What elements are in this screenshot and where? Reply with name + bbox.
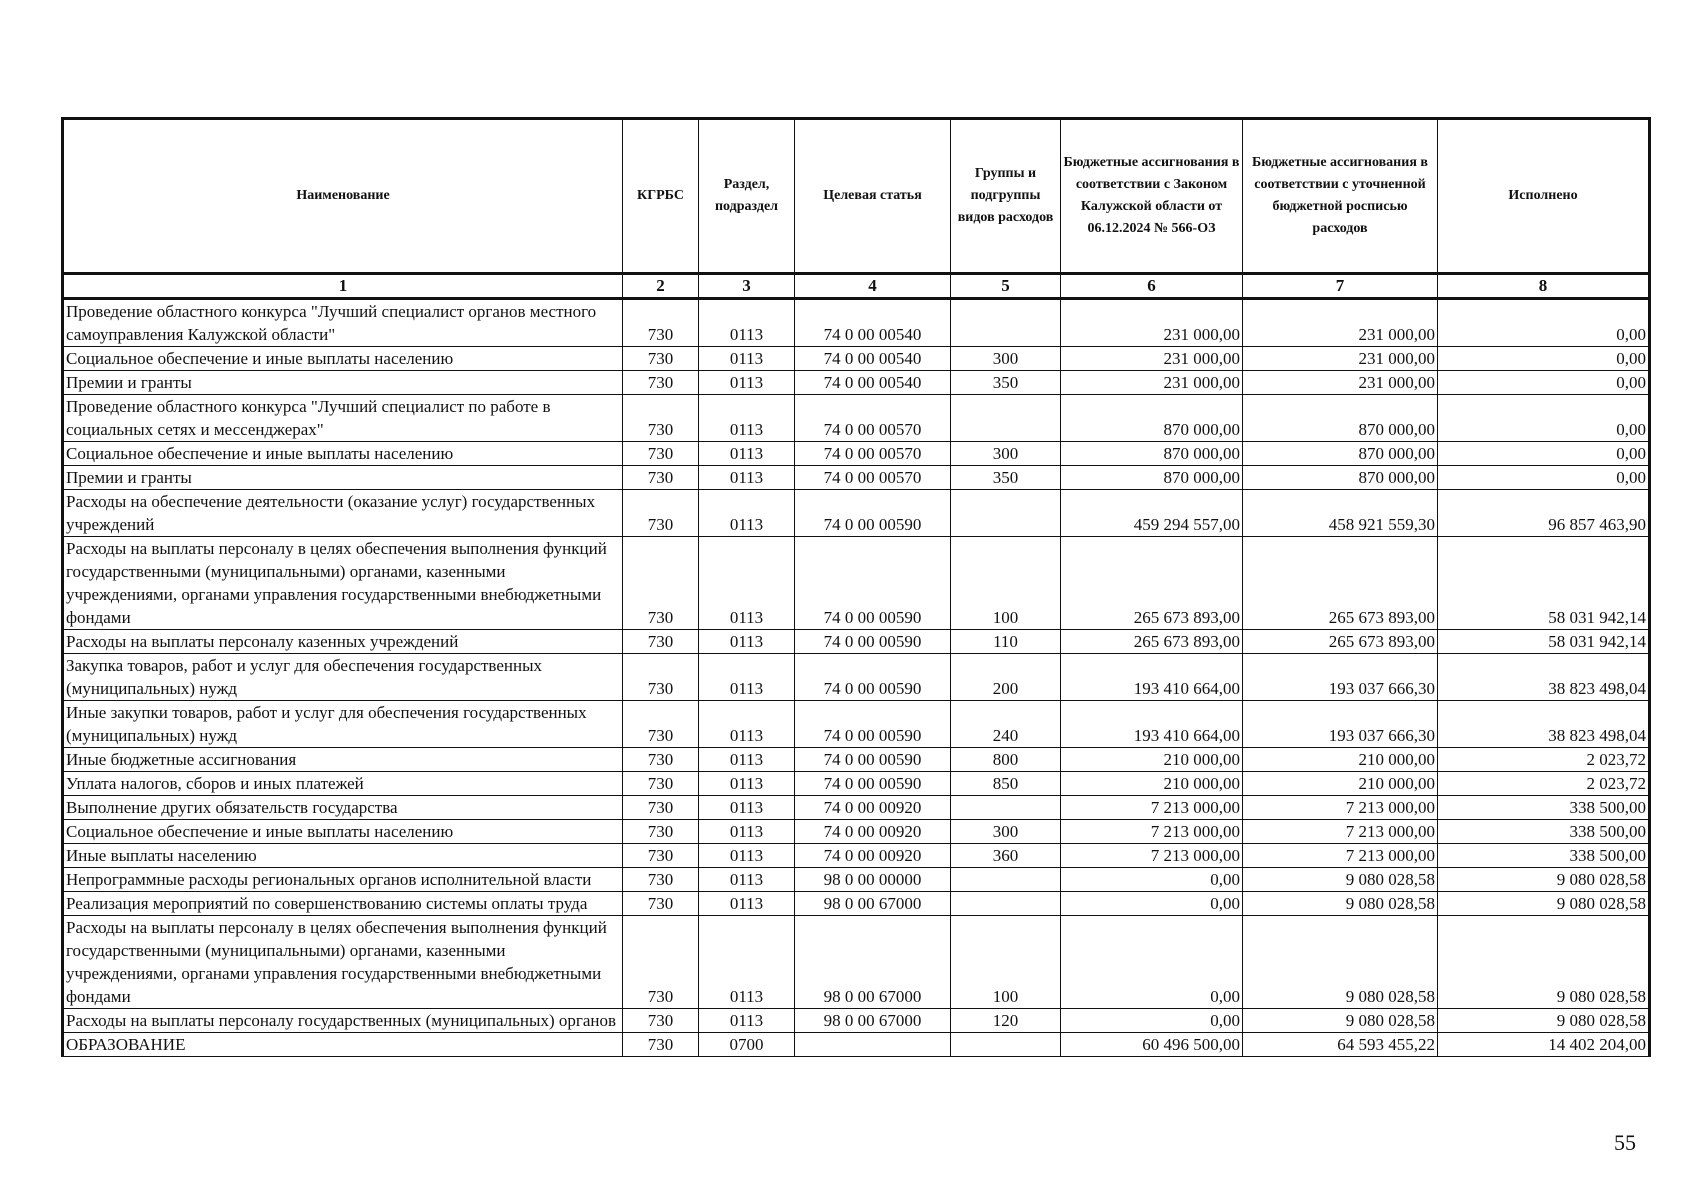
row-refined-amount: 9 080 028,58 [1243, 1009, 1438, 1033]
row-target: 74 0 00 00590 [795, 748, 951, 772]
row-law-amount: 7 213 000,00 [1061, 844, 1243, 868]
row-target: 98 0 00 67000 [795, 1009, 951, 1033]
row-law-amount: 60 496 500,00 [1061, 1033, 1243, 1057]
row-name: Иные бюджетные ассигнования [63, 748, 623, 772]
row-section: 0113 [699, 892, 795, 916]
row-kgrbs: 730 [623, 772, 699, 796]
row-executed-amount: 9 080 028,58 [1438, 868, 1650, 892]
column-number: 8 [1438, 274, 1650, 299]
row-refined-amount: 458 921 559,30 [1243, 490, 1438, 537]
row-target: 74 0 00 00570 [795, 395, 951, 442]
row-law-amount: 210 000,00 [1061, 772, 1243, 796]
row-section: 0113 [699, 868, 795, 892]
row-section: 0113 [699, 1009, 795, 1033]
row-target: 74 0 00 00590 [795, 772, 951, 796]
row-group: 360 [951, 844, 1061, 868]
row-section: 0113 [699, 630, 795, 654]
row-refined-amount: 870 000,00 [1243, 466, 1438, 490]
row-group: 200 [951, 654, 1061, 701]
row-law-amount: 0,00 [1061, 1009, 1243, 1033]
row-executed-amount: 96 857 463,90 [1438, 490, 1650, 537]
row-name: Расходы на выплаты персоналу казенных учреждений [63, 630, 623, 654]
row-executed-amount: 9 080 028,58 [1438, 892, 1650, 916]
row-target: 74 0 00 00590 [795, 654, 951, 701]
row-law-amount: 0,00 [1061, 916, 1243, 1009]
row-target: 98 0 00 00000 [795, 868, 951, 892]
row-target: 74 0 00 00540 [795, 299, 951, 347]
row-executed-amount: 0,00 [1438, 395, 1650, 442]
row-group [951, 490, 1061, 537]
header-target: Целевая статья [795, 119, 951, 274]
row-kgrbs: 730 [623, 347, 699, 371]
row-group [951, 1033, 1061, 1057]
row-law-amount: 231 000,00 [1061, 347, 1243, 371]
row-executed-amount: 0,00 [1438, 442, 1650, 466]
row-refined-amount: 9 080 028,58 [1243, 868, 1438, 892]
row-target: 74 0 00 00570 [795, 442, 951, 466]
table-row [63, 630, 1650, 654]
table-row [63, 395, 1650, 442]
row-executed-amount: 14 402 204,00 [1438, 1033, 1650, 1057]
table-row [63, 537, 1650, 630]
row-refined-amount: 193 037 666,30 [1243, 654, 1438, 701]
row-kgrbs: 730 [623, 299, 699, 347]
table-row [63, 796, 1650, 820]
row-section: 0113 [699, 466, 795, 490]
table-body [63, 299, 1650, 1057]
row-law-amount: 870 000,00 [1061, 395, 1243, 442]
row-section: 0113 [699, 537, 795, 630]
table-row [63, 916, 1650, 1009]
row-group [951, 892, 1061, 916]
row-group: 120 [951, 1009, 1061, 1033]
row-executed-amount: 0,00 [1438, 299, 1650, 347]
table-row [63, 772, 1650, 796]
row-target: 74 0 00 00590 [795, 701, 951, 748]
row-kgrbs: 730 [623, 868, 699, 892]
row-kgrbs: 730 [623, 796, 699, 820]
row-target: 74 0 00 00920 [795, 820, 951, 844]
row-group: 100 [951, 916, 1061, 1009]
row-group: 240 [951, 701, 1061, 748]
row-refined-amount: 7 213 000,00 [1243, 796, 1438, 820]
row-kgrbs: 730 [623, 844, 699, 868]
row-target: 74 0 00 00920 [795, 796, 951, 820]
row-law-amount: 210 000,00 [1061, 748, 1243, 772]
row-group: 300 [951, 442, 1061, 466]
row-refined-amount: 265 673 893,00 [1243, 630, 1438, 654]
row-law-amount: 459 294 557,00 [1061, 490, 1243, 537]
row-executed-amount: 38 823 498,04 [1438, 654, 1650, 701]
row-refined-amount: 64 593 455,22 [1243, 1033, 1438, 1057]
row-section: 0113 [699, 772, 795, 796]
header-kgrbs: КГРБС [623, 119, 699, 274]
row-kgrbs: 730 [623, 466, 699, 490]
row-kgrbs: 730 [623, 748, 699, 772]
row-name: Иные закупки товаров, работ и услуг для обеспечения государственных (муниципальных) нужд [63, 701, 623, 748]
row-name: ОБРАЗОВАНИЕ [63, 1033, 623, 1057]
row-law-amount: 231 000,00 [1061, 371, 1243, 395]
row-section: 0113 [699, 371, 795, 395]
page-number: 55 [1614, 1130, 1636, 1155]
row-section: 0113 [699, 844, 795, 868]
row-kgrbs: 730 [623, 442, 699, 466]
row-section: 0113 [699, 442, 795, 466]
row-name: Иные выплаты населению [63, 844, 623, 868]
header-name: Наименование [63, 119, 623, 274]
column-number: 3 [699, 274, 795, 299]
table-row [63, 748, 1650, 772]
row-target: 74 0 00 00590 [795, 537, 951, 630]
row-name: Расходы на выплаты персоналу государственных (муниципальных) органов [63, 1009, 623, 1033]
column-number: 4 [795, 274, 951, 299]
row-refined-amount: 7 213 000,00 [1243, 820, 1438, 844]
row-executed-amount: 9 080 028,58 [1438, 1009, 1650, 1033]
row-refined-amount: 210 000,00 [1243, 748, 1438, 772]
row-kgrbs: 730 [623, 630, 699, 654]
table-row [63, 654, 1650, 701]
row-section: 0113 [699, 820, 795, 844]
row-law-amount: 193 410 664,00 [1061, 654, 1243, 701]
row-target: 74 0 00 00540 [795, 347, 951, 371]
column-number: 2 [623, 274, 699, 299]
row-name: Премии и гранты [63, 371, 623, 395]
row-executed-amount: 2 023,72 [1438, 748, 1650, 772]
row-name: Расходы на выплаты персоналу в целях обеспечения выполнения функций государственными (муниципальными) органами, казенными учреждениями, органами управления государственными внебюджетными фондами [63, 916, 623, 1009]
row-section: 0113 [699, 395, 795, 442]
row-law-amount: 0,00 [1061, 892, 1243, 916]
row-executed-amount: 0,00 [1438, 347, 1650, 371]
row-executed-amount: 2 023,72 [1438, 772, 1650, 796]
row-target: 74 0 00 00590 [795, 630, 951, 654]
row-target: 98 0 00 67000 [795, 892, 951, 916]
row-refined-amount: 193 037 666,30 [1243, 701, 1438, 748]
table-row [63, 299, 1650, 347]
row-name: Расходы на выплаты персоналу в целях обеспечения выполнения функций государственными (муниципальными) органами, казенными учреждениями, органами управления государственными внебюджетными фондами [63, 537, 623, 630]
row-section: 0113 [699, 796, 795, 820]
row-name: Уплата налогов, сборов и иных платежей [63, 772, 623, 796]
table-row [63, 466, 1650, 490]
row-group: 300 [951, 347, 1061, 371]
row-kgrbs: 730 [623, 1009, 699, 1033]
table-row [63, 490, 1650, 537]
row-law-amount: 265 673 893,00 [1061, 537, 1243, 630]
row-executed-amount: 338 500,00 [1438, 820, 1650, 844]
row-law-amount: 231 000,00 [1061, 299, 1243, 347]
row-group: 110 [951, 630, 1061, 654]
row-target: 74 0 00 00920 [795, 844, 951, 868]
row-section: 0113 [699, 916, 795, 1009]
row-law-amount: 265 673 893,00 [1061, 630, 1243, 654]
budget-table [61, 117, 1651, 1057]
row-executed-amount: 338 500,00 [1438, 796, 1650, 820]
row-kgrbs: 730 [623, 1033, 699, 1057]
table-row [63, 371, 1650, 395]
table-row [63, 701, 1650, 748]
row-kgrbs: 730 [623, 490, 699, 537]
column-number: 7 [1243, 274, 1438, 299]
row-law-amount: 870 000,00 [1061, 442, 1243, 466]
row-group [951, 868, 1061, 892]
row-executed-amount: 0,00 [1438, 371, 1650, 395]
row-refined-amount: 265 673 893,00 [1243, 537, 1438, 630]
row-group [951, 299, 1061, 347]
table-row [63, 820, 1650, 844]
row-name: Расходы на обеспечение деятельности (оказание услуг) государственных учреждений [63, 490, 623, 537]
row-section: 0113 [699, 299, 795, 347]
row-refined-amount: 9 080 028,58 [1243, 892, 1438, 916]
row-kgrbs: 730 [623, 395, 699, 442]
row-name: Социальное обеспечение и иные выплаты населению [63, 820, 623, 844]
table-row [63, 347, 1650, 371]
row-law-amount: 193 410 664,00 [1061, 701, 1243, 748]
table-row [63, 1009, 1650, 1033]
column-number: 1 [63, 274, 623, 299]
row-group: 350 [951, 466, 1061, 490]
row-section: 0113 [699, 748, 795, 772]
row-group: 850 [951, 772, 1061, 796]
row-law-amount: 7 213 000,00 [1061, 796, 1243, 820]
row-group [951, 395, 1061, 442]
row-refined-amount: 7 213 000,00 [1243, 844, 1438, 868]
row-executed-amount: 338 500,00 [1438, 844, 1650, 868]
row-executed-amount: 58 031 942,14 [1438, 630, 1650, 654]
row-name: Проведение областного конкурса "Лучший специалист по работе в социальных сетях и мессенджерах" [63, 395, 623, 442]
row-executed-amount: 9 080 028,58 [1438, 916, 1650, 1009]
row-section: 0113 [699, 347, 795, 371]
header-law: Бюджетные ассигнования в соответствии с Законом Калужской области от 06.12.2024 № 566-ОЗ [1061, 119, 1243, 274]
row-kgrbs: 730 [623, 820, 699, 844]
row-name: Реализация мероприятий по совершенствованию системы оплаты труда [63, 892, 623, 916]
row-section: 0113 [699, 490, 795, 537]
row-group: 800 [951, 748, 1061, 772]
row-refined-amount: 231 000,00 [1243, 371, 1438, 395]
row-name: Выполнение других обязательств государства [63, 796, 623, 820]
row-kgrbs: 730 [623, 537, 699, 630]
header-section: Раздел, подраздел [699, 119, 795, 274]
header-executed: Исполнено [1438, 119, 1650, 274]
row-executed-amount: 38 823 498,04 [1438, 701, 1650, 748]
row-name: Непрограммные расходы региональных органов исполнительной власти [63, 868, 623, 892]
table-row [63, 442, 1650, 466]
row-executed-amount: 58 031 942,14 [1438, 537, 1650, 630]
row-section: 0113 [699, 701, 795, 748]
row-group: 300 [951, 820, 1061, 844]
row-section: 0700 [699, 1033, 795, 1057]
row-kgrbs: 730 [623, 892, 699, 916]
row-target: 74 0 00 00570 [795, 466, 951, 490]
row-kgrbs: 730 [623, 654, 699, 701]
table-row [63, 892, 1650, 916]
table-header [63, 119, 1650, 299]
row-name: Социальное обеспечение и иные выплаты населению [63, 442, 623, 466]
row-target: 74 0 00 00590 [795, 490, 951, 537]
row-law-amount: 7 213 000,00 [1061, 820, 1243, 844]
row-name: Закупка товаров, работ и услуг для обеспечения государственных (муниципальных) нужд [63, 654, 623, 701]
row-law-amount: 870 000,00 [1061, 466, 1243, 490]
row-group [951, 796, 1061, 820]
row-name: Социальное обеспечение и иные выплаты населению [63, 347, 623, 371]
table-row [63, 1033, 1650, 1057]
row-kgrbs: 730 [623, 371, 699, 395]
row-target: 98 0 00 67000 [795, 916, 951, 1009]
row-kgrbs: 730 [623, 701, 699, 748]
row-name: Премии и гранты [63, 466, 623, 490]
row-refined-amount: 9 080 028,58 [1243, 916, 1438, 1009]
row-name: Проведение областного конкурса "Лучший специалист органов местного самоуправления Калужской области" [63, 299, 623, 347]
row-refined-amount: 870 000,00 [1243, 442, 1438, 466]
column-number: 6 [1061, 274, 1243, 299]
row-refined-amount: 231 000,00 [1243, 299, 1438, 347]
table-row [63, 844, 1650, 868]
row-target: 74 0 00 00540 [795, 371, 951, 395]
column-numbers-row [63, 274, 1650, 299]
header-groups: Группы и подгруппы видов расходов [951, 119, 1061, 274]
row-executed-amount: 0,00 [1438, 466, 1650, 490]
row-refined-amount: 231 000,00 [1243, 347, 1438, 371]
row-law-amount: 0,00 [1061, 868, 1243, 892]
row-group: 350 [951, 371, 1061, 395]
row-section: 0113 [699, 654, 795, 701]
row-target [795, 1033, 951, 1057]
column-number: 5 [951, 274, 1061, 299]
row-group: 100 [951, 537, 1061, 630]
row-refined-amount: 870 000,00 [1243, 395, 1438, 442]
row-kgrbs: 730 [623, 916, 699, 1009]
table-row [63, 868, 1650, 892]
row-refined-amount: 210 000,00 [1243, 772, 1438, 796]
header-refined: Бюджетные ассигнования в соответствии с уточненной бюджетной росписью расходов [1243, 119, 1438, 274]
